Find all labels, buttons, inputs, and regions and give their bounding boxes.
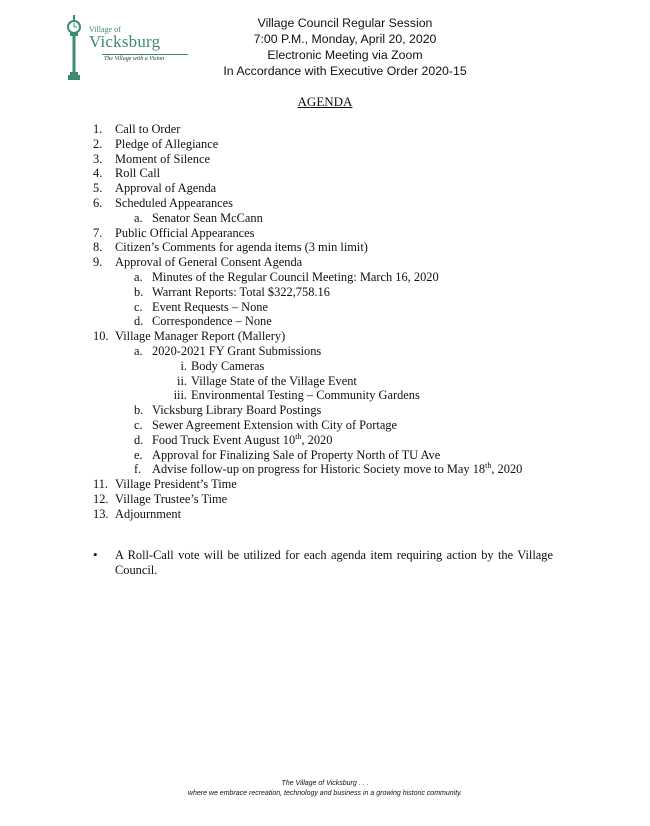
item-text-after: , 2020	[491, 462, 523, 477]
village-logo	[66, 14, 192, 86]
item-text: Body Cameras	[191, 358, 265, 373]
session-location: Electronic Meeting via Zoom	[267, 48, 423, 62]
item-letter: b.	[134, 403, 144, 418]
meeting-header	[200, 15, 490, 79]
item-text: Vicksburg Library Board Postings	[152, 403, 322, 418]
bullet-icon: •	[93, 547, 98, 562]
item-text: Warrant Reports: Total $322,758.16	[152, 284, 330, 299]
item-letter: d.	[134, 314, 144, 329]
item-text-after: , 2020	[301, 432, 333, 447]
item-roman: ii.	[177, 373, 187, 388]
item-text-group	[152, 462, 522, 477]
logo-rule	[102, 54, 188, 55]
item-text: Sewer Agreement Extension with City of Portage	[152, 417, 398, 432]
item-text: Approval for Finalizing Sale of Property North of TU Ave	[152, 447, 441, 462]
agenda-title: AGENDA	[297, 94, 353, 109]
item-text: Senator Sean McCann	[152, 210, 263, 225]
item-text: Environmental Testing – Community Gardens	[191, 388, 420, 403]
item-letter: a.	[134, 269, 143, 284]
item-text: Village Trustee’s Time	[115, 491, 228, 506]
item-number: 13.	[93, 506, 109, 521]
session-authority: In Accordance with Executive Order 2020-15	[223, 64, 467, 78]
item-roman: iii.	[173, 388, 187, 403]
item-number: 9.	[93, 255, 103, 270]
item-letter: a.	[134, 210, 143, 225]
item-letter: e.	[134, 447, 143, 462]
item-text: Village Manager Report (Mallery)	[115, 329, 286, 344]
footer-line-1: The Village of Vicksburg . . .	[281, 780, 369, 787]
item-number: 12.	[93, 491, 109, 506]
item-text: Scheduled Appearances	[115, 195, 234, 210]
item-text: Approval of General Consent Agenda	[115, 255, 303, 270]
item-number: 8.	[93, 240, 103, 255]
item-number: 3.	[93, 151, 103, 166]
item-number: 1.	[93, 122, 103, 136]
item-text: Minutes of the Regular Council Meeting: March 16, 2020	[152, 269, 439, 284]
item-letter: d.	[134, 432, 144, 447]
item-text: Event Requests – None	[152, 299, 268, 314]
item-text: Call to Order	[115, 122, 181, 136]
ordinal-suffix: th	[485, 461, 492, 471]
item-letter: b.	[134, 284, 144, 299]
session-title: Village Council Regular Session	[257, 16, 433, 30]
item-text: Adjournment	[115, 506, 182, 521]
item-number: 11.	[93, 477, 109, 492]
logo-name: Vicksburg	[89, 32, 161, 51]
ordinal-suffix: th	[295, 431, 302, 441]
item-letter: a.	[134, 343, 143, 358]
item-text: Approval of Agenda	[115, 181, 217, 196]
item-text: Correspondence – None	[152, 314, 272, 329]
item-text: Advise follow-up on progress for Historic Society move to May 18	[152, 462, 486, 477]
item-number: 6.	[93, 195, 103, 210]
item-roman: i.	[180, 358, 187, 373]
roll-call-note	[93, 548, 553, 578]
item-number: 7.	[93, 225, 103, 240]
item-letter: c.	[134, 299, 143, 314]
note-text: A Roll-Call vote will be utilized for each agenda item requiring action by the Village Council.	[115, 548, 553, 577]
item-text: Public Official Appearances	[115, 225, 255, 240]
session-datetime: 7:00 P.M., Monday, April 20, 2020	[253, 32, 437, 46]
footer	[0, 779, 650, 799]
item-number: 4.	[93, 166, 103, 181]
item-text: Moment of Silence	[115, 151, 210, 166]
item-text: Pledge of Allegiance	[115, 136, 219, 151]
item-number: 5.	[93, 181, 103, 196]
item-text: Citizen’s Comments for agenda items (3 min limit)	[115, 240, 368, 255]
logo-village-of: Village of	[89, 25, 121, 34]
footer-line-2: where we embrace recreation, technology and business in a growing historic community.	[187, 790, 463, 797]
item-letter: c.	[134, 417, 143, 432]
logo-tagline: The Village with a Vision	[104, 56, 165, 62]
item-text-group	[152, 433, 332, 448]
item-text: 2020-2021 FY Grant Submissions	[152, 343, 322, 358]
item-number: 2.	[93, 136, 103, 151]
item-text: Food Truck Event August 10	[152, 432, 296, 447]
item-text: Village President’s Time	[115, 477, 237, 492]
item-text: Village State of the Village Event	[191, 373, 357, 388]
item-letter: f.	[134, 462, 142, 477]
item-text: Roll Call	[115, 166, 161, 181]
item-number: 10.	[93, 329, 109, 344]
